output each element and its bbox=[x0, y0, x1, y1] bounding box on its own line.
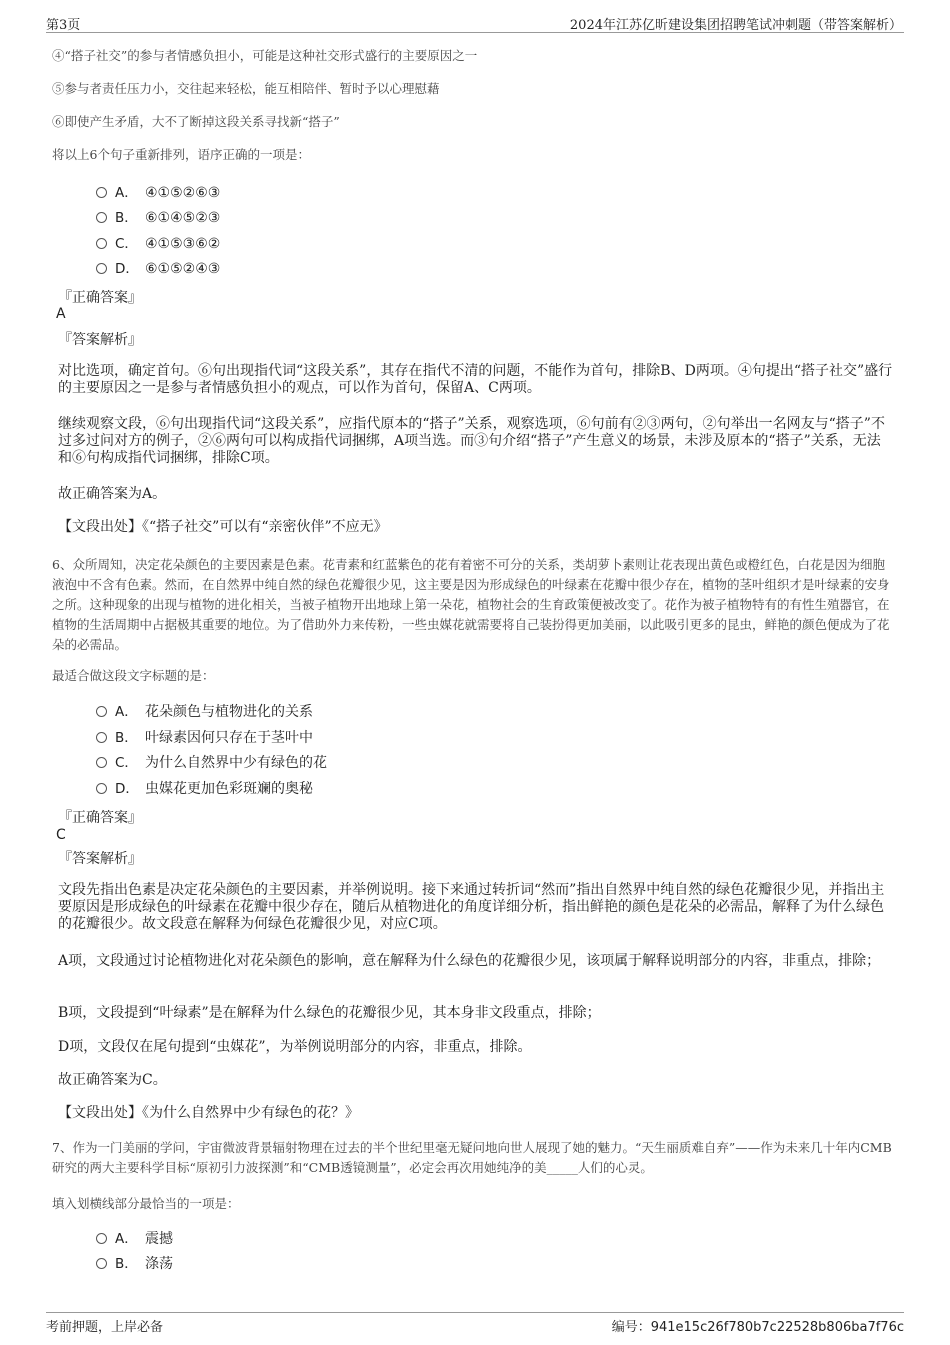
option-d[interactable]: D． ⑥①⑤②④③ bbox=[96, 258, 220, 280]
code-value: 941e15c26f780b7c22528b806ba7f76c bbox=[650, 1320, 904, 1335]
answer-label: 『正确答案』 bbox=[58, 290, 142, 306]
question-prompt: 将以上6个句子重新排列，语序正确的一项是： bbox=[52, 147, 310, 162]
analysis-paragraph: 文段先指出色素是决定花朵颜色的主要因素，并举例说明。接下来通过转折词“然而”指出自然界中纯自然的绿色花瓣很少见，并指出主要原因是形成绿色的叶绿素在花瓣中很少存在，随后从植物进化的角度详细分析，指出鲜艳的颜色是花朵的必需品，解释了为什么绿色的花瓣很少。故文段意在解释为何绿色花瓣很少见，对应C项。 bbox=[58, 882, 885, 932]
option-a[interactable]: A． 花朵颜色与植物进化的关系 bbox=[96, 701, 313, 723]
radio-icon[interactable] bbox=[96, 706, 107, 717]
option-a[interactable]: A． ④①⑤②⑥③ bbox=[96, 182, 220, 204]
analysis-label: 『答案解析』 bbox=[58, 851, 142, 867]
radio-icon[interactable] bbox=[96, 783, 107, 794]
analysis-conclusion: 故正确答案为C。 bbox=[58, 1072, 167, 1088]
option-b[interactable]: B． ⑥①④⑤②③ bbox=[96, 207, 220, 229]
analysis-paragraph: B项，文段提到“叶绿素”是在解释为什么绿色的花瓣很少见，其本身非文段重点，排除； bbox=[58, 1005, 601, 1021]
document-code bbox=[612, 1316, 904, 1335]
sentence-5: ⑤参与者责任压力小，交往起来轻松，能互相陪伴、暂时予以心理慰藉 bbox=[52, 81, 440, 96]
radio-icon[interactable] bbox=[96, 238, 107, 249]
sentence-6: ⑥即使产生矛盾，大不了断掉这段关系寻找新“搭子” bbox=[52, 114, 340, 129]
answer-label: 『正确答案』 bbox=[58, 810, 142, 826]
source-citation: 【文段出处】《为什么自然界中少有绿色的花？》 bbox=[58, 1105, 359, 1121]
analysis-paragraph: D项，文段仅在尾句提到“虫媒花”，为举例说明部分的内容，非重点，排除。 bbox=[58, 1039, 532, 1055]
radio-icon[interactable] bbox=[96, 187, 107, 198]
radio-icon[interactable] bbox=[96, 732, 107, 743]
radio-icon[interactable] bbox=[96, 212, 107, 223]
radio-icon[interactable] bbox=[96, 1233, 107, 1244]
option-b[interactable]: B． 叶绿素因何只存在于茎叶中 bbox=[96, 727, 313, 749]
option-c[interactable]: C． ④①⑤③⑥② bbox=[96, 233, 220, 255]
question-6-passage: 6、众所周知，决定花朵颜色的主要因素是色素。花青素和红蓝紫色的花有着密不可分的关系，类胡萝卜素则让花表现出黄色或橙红色，白花是因为细胞液泡中不含有色素。然而，在自然界中纯自然的绿色花瓣很少见，这主要是因为形成绿色的叶绿素在花瓣中很少存在，植物的茎叶组织才是叶绿素的安身之所。这种现象的出现与植物的进化相关，当被子植物开出地球上第一朵花，植物社会的生育政策便被改变了。花作为被子植物特有的有性生殖器官，在植物的生活周期中占据极其重要的地位。为了借助外力来传粉，一些虫媒花就需要将自己装扮得更加美丽，以此吸引更多的昆虫，鲜艳的颜色便成为了花朵的必需品。 bbox=[52, 557, 890, 652]
analysis-conclusion: 故正确答案为A。 bbox=[58, 486, 167, 502]
question-prompt: 最适合做这段文字标题的是： bbox=[52, 668, 215, 683]
analysis-paragraph: 继续观察文段，⑥句出现指代词“这段关系”，应指代原本的“搭子”关系，观察选项，⑥句前有②③两句，②句举出一名网友与“搭子”不过多过问对方的例子，②⑥两句可以构成指代词捆绑，A项当选。而③句介绍“搭子”产生意义的场景，未涉及原本的“搭子”关系，无法和⑥句构成指代词捆绑，排除C项。 bbox=[58, 416, 885, 466]
radio-icon[interactable] bbox=[96, 757, 107, 768]
analysis-paragraph: 对比选项，确定首句。⑥句出现指代词“这段关系”，其存在指代不清的问题，不能作为首句，排除B、D两项。④句提出“搭子社交”盛行的主要原因之一是参与者情感负担小的观点，可以作为首句，保留A、C两项。 bbox=[58, 363, 893, 396]
option-c[interactable]: C． 为什么自然界中少有绿色的花 bbox=[96, 752, 327, 774]
page-number: 第3页 bbox=[46, 18, 81, 33]
question-7-passage: 7、作为一门美丽的学问，宇宙微波背景辐射物理在过去的半个世纪里毫无疑问地向世人展现了她的魅力。“天生丽质难自弃”——作为未来几十年内CMB研究的两大主要科学目标“原初引力波探测”和“CMB透镜测量”，必定会再次用她纯净的美_____人们的心灵。 bbox=[52, 1140, 892, 1175]
page-footer bbox=[46, 1312, 904, 1337]
analysis-paragraph: A项，文段通过讨论植物进化对花朵颜色的影响，意在解释为什么绿色的花瓣很少见，该项属于解释说明部分的内容，非重点，排除； bbox=[58, 953, 881, 969]
question-prompt: 填入划横线部分最恰当的一项是： bbox=[52, 1196, 240, 1211]
sentence-4: ④“搭子社交”的参与者情感负担小，可能是这种社交形式盛行的主要原因之一 bbox=[52, 48, 478, 63]
option-d[interactable]: D． 虫媒花更加色彩斑斓的奥秘 bbox=[96, 778, 313, 800]
document-title: 2024年江苏亿昕建设集团招聘笔试冲刺题（带答案解析） bbox=[569, 18, 902, 33]
code-label: 编号： bbox=[611, 1320, 651, 1335]
radio-icon[interactable] bbox=[96, 263, 107, 274]
option-b[interactable]: B． 涤荡 bbox=[96, 1253, 173, 1275]
footer-slogan: 考前押题，上岸必备 bbox=[46, 1320, 164, 1335]
option-a[interactable]: A． 震撼 bbox=[96, 1228, 173, 1250]
analysis-label: 『答案解析』 bbox=[58, 332, 142, 348]
correct-answer: C bbox=[56, 827, 66, 843]
page-header bbox=[46, 12, 904, 33]
radio-icon[interactable] bbox=[96, 1258, 107, 1269]
source-citation: 【文段出处】《“搭子社交”可以有“亲密伙伴”不应无》 bbox=[58, 519, 388, 535]
correct-answer: A bbox=[56, 306, 66, 322]
